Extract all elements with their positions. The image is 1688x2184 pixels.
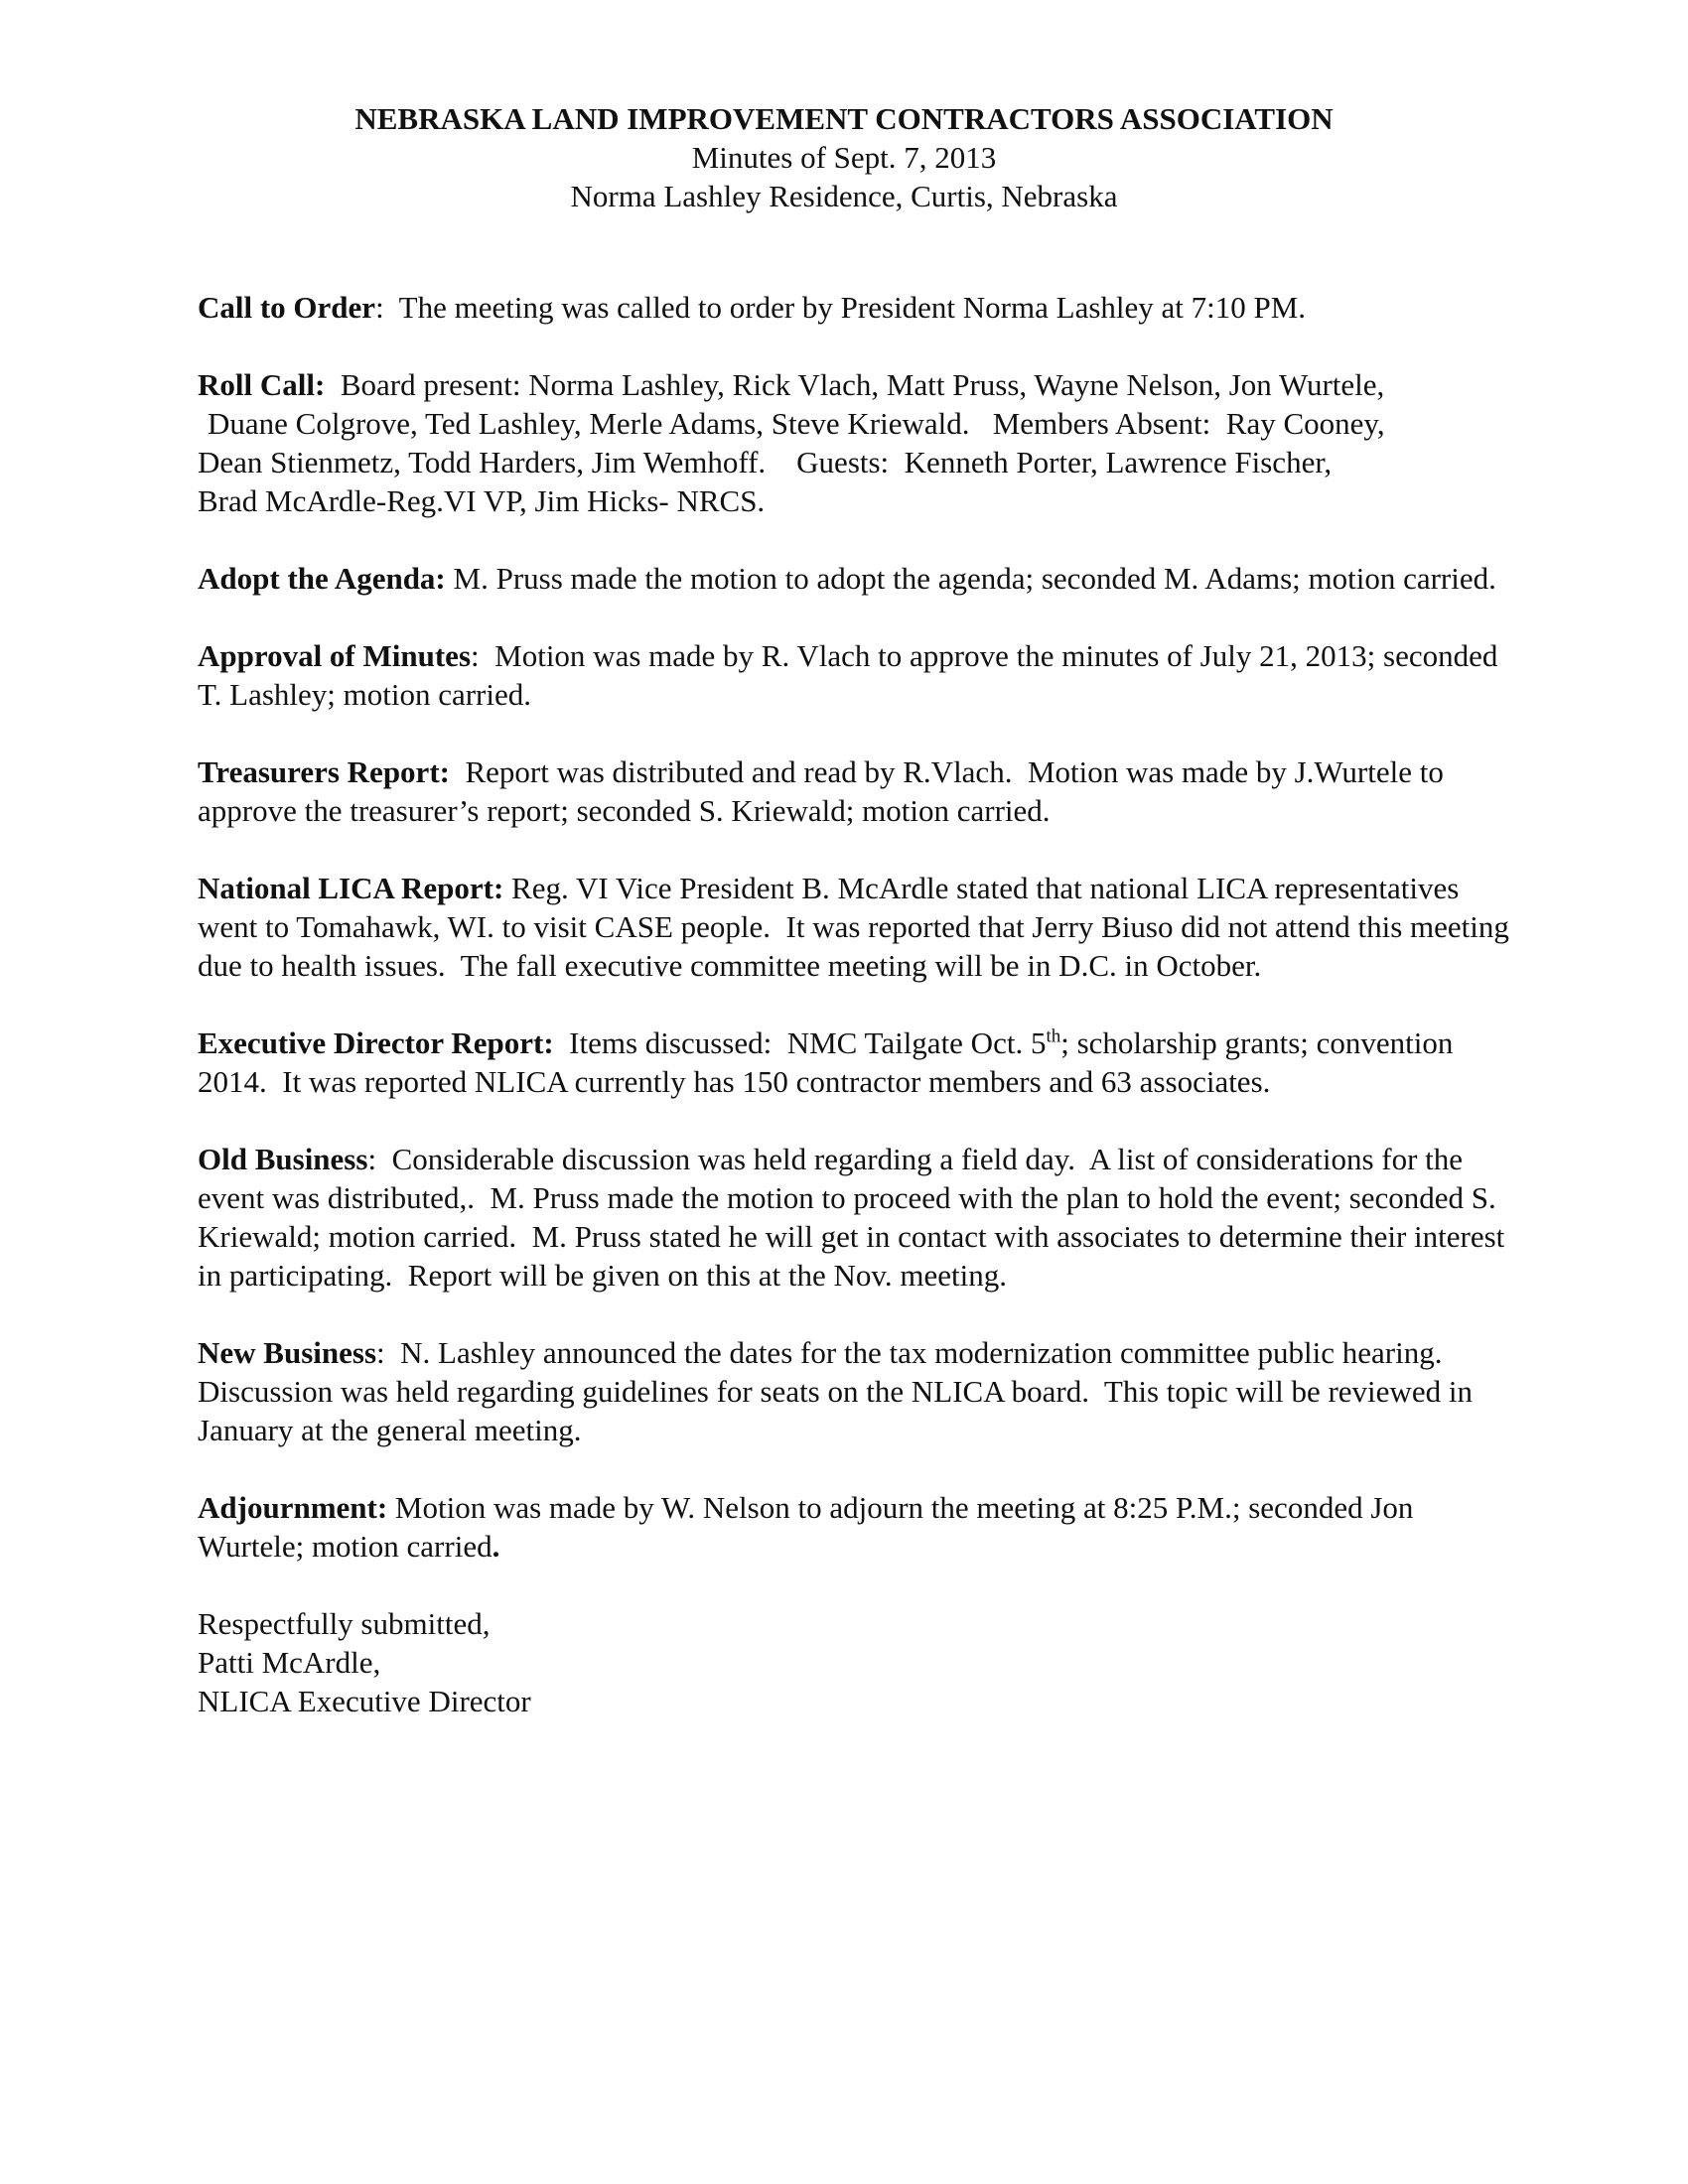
executive-director-text-after: ; scholarship grants; convention 2014. It was reported NLICA currently has 150 contractor members and 63 associates. <box>198 1025 1462 1099</box>
section-approval-of-minutes <box>198 636 1518 714</box>
executive-director-text-before: Items discussed: NMC Tailgate Oct. 5 <box>553 1025 1047 1060</box>
call-to-order-label: Call to Order <box>198 290 376 325</box>
minutes-date: Minutes of Sept. 7, 2013 <box>691 140 997 175</box>
old-business-text: Considerable discussion was held regarding a field day. A list of considerations for the event was distributed,. M. Pruss made the motion to proceed with the plan to hold the event; seconded S. Kriewald; motion carried. M. Pruss stated he will get in contact with associates to determine their interest in participating. Report will be given on this at the Nov. meeting. <box>198 1142 1513 1293</box>
section-call-to-order <box>198 288 1518 327</box>
signature-line-1: Respectfully submitted, <box>198 1606 491 1641</box>
section-new-business <box>198 1333 1518 1449</box>
document-header <box>0 99 1688 215</box>
adopt-agenda-text: M. Pruss made the motion to adopt the agenda; seconded M. Adams; motion carried. <box>445 561 1496 596</box>
organization-title: NEBRASKA LAND IMPROVEMENT CONTRACTORS ASSOCIATION <box>354 101 1334 136</box>
roll-call-line-4: Brad McArdle-Reg.VI VP, Jim Hicks- NRCS. <box>198 483 766 518</box>
call-to-order-text: The meeting was called to order by President Norma Lashley at 7:10 PM. <box>383 290 1307 325</box>
roll-call-line-3: Dean Stienmetz, Todd Harders, Jim Wemhoff. Guests: Kenneth Porter, Lawrence Fischer, <box>198 445 1333 479</box>
roll-call-line-2: Duane Colgrove, Ted Lashley, Merle Adams, Steve Kriewald. Members Absent: Ray Cooney, <box>208 406 1385 441</box>
roll-call-line-1: Board present: Norma Lashley, Rick Vlach, Matt Pruss, Wayne Nelson, Jon Wurtele, <box>325 367 1385 402</box>
signature-block <box>198 1604 1518 1720</box>
section-treasurers-report <box>198 752 1518 830</box>
meeting-location: Norma Lashley Residence, Curtis, Nebraska <box>570 179 1118 213</box>
old-business-colon: : <box>367 1142 377 1176</box>
national-lica-text: Reg. VI Vice President B. McArdle stated that national LICA representatives went to Tomahawk, WI. to visit CASE people. It was reported that Jerry Biuso did not attend this meeting due to health issues. The fall executive committee meeting will be in D.C. in October. <box>198 871 1517 983</box>
roll-call-label: Roll Call: <box>198 367 326 402</box>
national-lica-label: National LICA Report: <box>198 871 504 905</box>
section-adjournment <box>198 1488 1518 1566</box>
section-old-business <box>198 1140 1518 1295</box>
section-roll-call <box>198 365 1518 520</box>
approval-minutes-text: Motion was made by R. Vlach to approve the minutes of July 21, 2013; seconded T. Lashley; motion carried. <box>198 638 1505 712</box>
call-to-order-colon: : <box>375 290 384 325</box>
section-executive-director-report <box>198 1024 1518 1101</box>
new-business-colon: : <box>376 1335 385 1370</box>
section-national-lica-report <box>198 869 1518 985</box>
adjournment-end: . <box>492 1529 500 1564</box>
approval-minutes-label: Approval of Minutes <box>198 638 472 673</box>
signature-line-2: Patti McArdle, <box>198 1645 381 1680</box>
adjournment-text: Motion was made by W. Nelson to adjourn the meeting at 8:25 P.M.; seconded Jon Wurtele; motion carried <box>198 1490 1421 1564</box>
new-business-text: N. Lashley announced the dates for the tax modernization committee public hearing. Discussion was held regarding guidelines for seats on the NLICA board. This topic will be reviewed in January at the general meeting. <box>198 1335 1480 1447</box>
minutes-body <box>198 288 1518 1720</box>
section-adopt-agenda <box>198 559 1518 598</box>
adopt-agenda-label: Adopt the Agenda: <box>198 561 446 596</box>
treasurers-report-text: Report was distributed and read by R.Vlach. Motion was made by J.Wurtele to approve the treasurer’s report; seconded S. Kriewald; motion carried. <box>198 754 1452 828</box>
approval-minutes-colon: : <box>471 638 480 673</box>
signature-line-3: NLICA Executive Director <box>198 1684 531 1718</box>
treasurers-report-label: Treasurers Report: <box>198 754 450 789</box>
executive-director-superscript: th <box>1046 1025 1061 1047</box>
old-business-label: Old Business <box>198 1142 368 1176</box>
adjournment-label: Adjournment: <box>198 1490 388 1525</box>
new-business-label: New Business <box>198 1335 377 1370</box>
executive-director-label: Executive Director Report: <box>198 1025 554 1060</box>
